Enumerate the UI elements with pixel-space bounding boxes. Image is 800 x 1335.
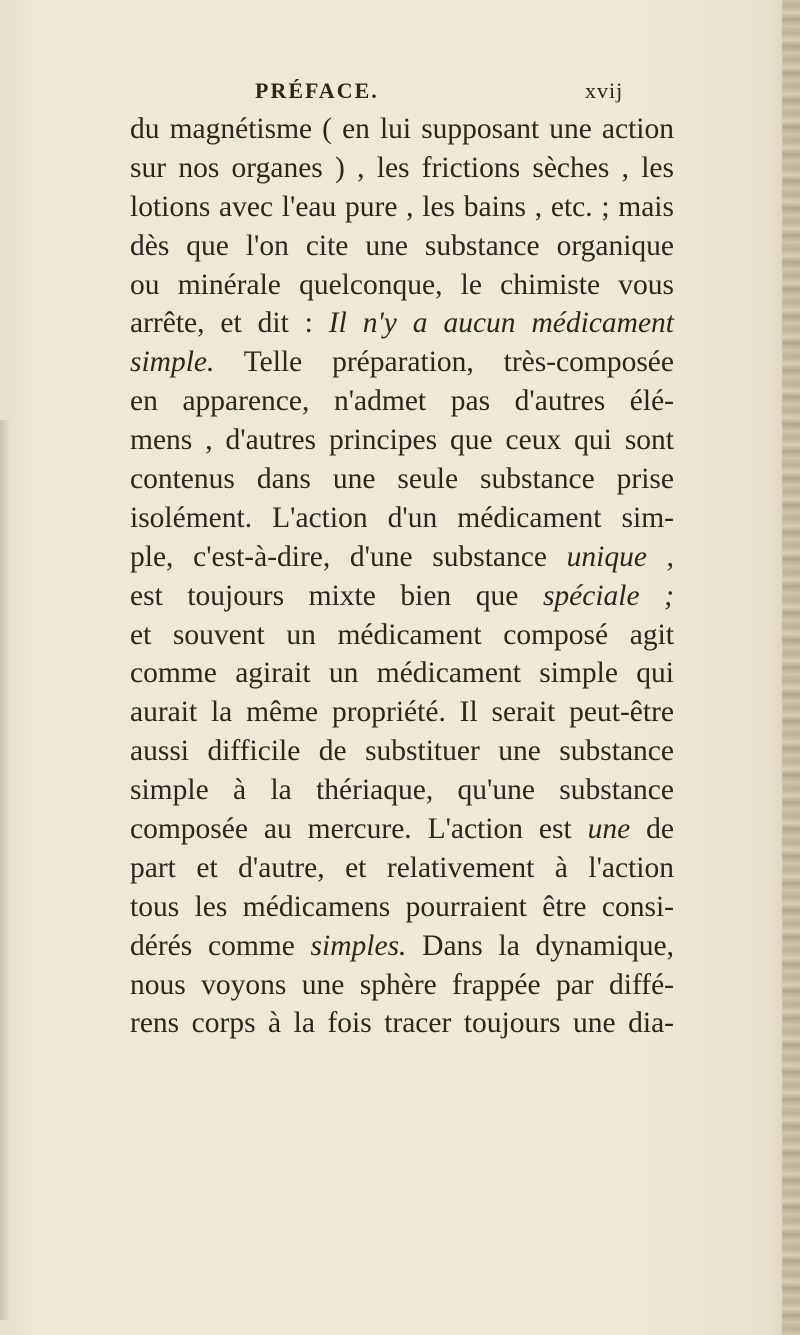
- emphasis: simples.: [310, 929, 407, 962]
- emphasis: spéciale ;: [542, 579, 674, 612]
- text-line: tous les médicamens pourraient être consi-: [130, 890, 674, 923]
- text-line: isolément. L'action d'un médicament sim-: [130, 501, 674, 534]
- page-header: [255, 78, 675, 114]
- text-line: part et d'autre, et relativement à l'action: [130, 851, 674, 884]
- text-line: aussi difficile de substituer une substance: [130, 735, 674, 768]
- emphasis: simple.: [130, 346, 215, 379]
- text-line: du magnétisme ( en lui supposant une action: [130, 113, 674, 145]
- text-line: est toujours mixte bien que spéciale ;: [130, 579, 674, 612]
- emphasis: une: [587, 813, 631, 846]
- text-line: composée au mercure. L'action est une de: [130, 813, 675, 846]
- text-line: dérés comme simples. Dans la dynamique,: [130, 929, 674, 962]
- text-line: lotions avec l'eau pure , les bains , etc. ; mais: [130, 190, 674, 223]
- text-line: ou minérale quelconque, le chimiste vous: [130, 268, 674, 301]
- running-head: PRÉFACE.: [255, 78, 379, 103]
- page-number: xvij: [585, 78, 624, 103]
- text-line: rens corps à la fois tracer toujours une dia-: [130, 1007, 674, 1040]
- text-line: et souvent un médicament composé agit: [130, 618, 674, 651]
- text-line: aurait la même propriété. Il serait peut-être: [130, 696, 674, 729]
- text-line: dès que l'on cite une substance organique: [130, 229, 674, 262]
- text-line: arrête, et dit : Il n'y a aucun médicament: [130, 307, 674, 340]
- text-line: sur nos organes ) , les frictions sèches , les: [130, 151, 674, 184]
- page-edge: [782, 0, 800, 1335]
- text-line: simple. Telle préparation, très-composée: [130, 346, 674, 379]
- text-line: contenus dans une seule substance prise: [130, 463, 674, 496]
- text-line: nous voyons une sphère frappée par diffé-: [130, 968, 674, 1001]
- emphasis: unique: [566, 540, 647, 573]
- text-line: simple à la thériaque, qu'une substance: [130, 774, 674, 807]
- emphasis: Il n'y a aucun médicament: [328, 307, 674, 340]
- body-text: [130, 110, 674, 1043]
- text-line: comme agirait un médicament simple qui: [130, 657, 674, 690]
- page-gutter-shadow: [0, 420, 10, 1320]
- text-line: ple, c'est-à-dire, d'une substance unique ,: [130, 540, 675, 573]
- text-line: en apparence, n'admet pas d'autres élé-: [130, 385, 674, 418]
- text-line: mens , d'autres principes que ceux qui sont: [130, 424, 674, 457]
